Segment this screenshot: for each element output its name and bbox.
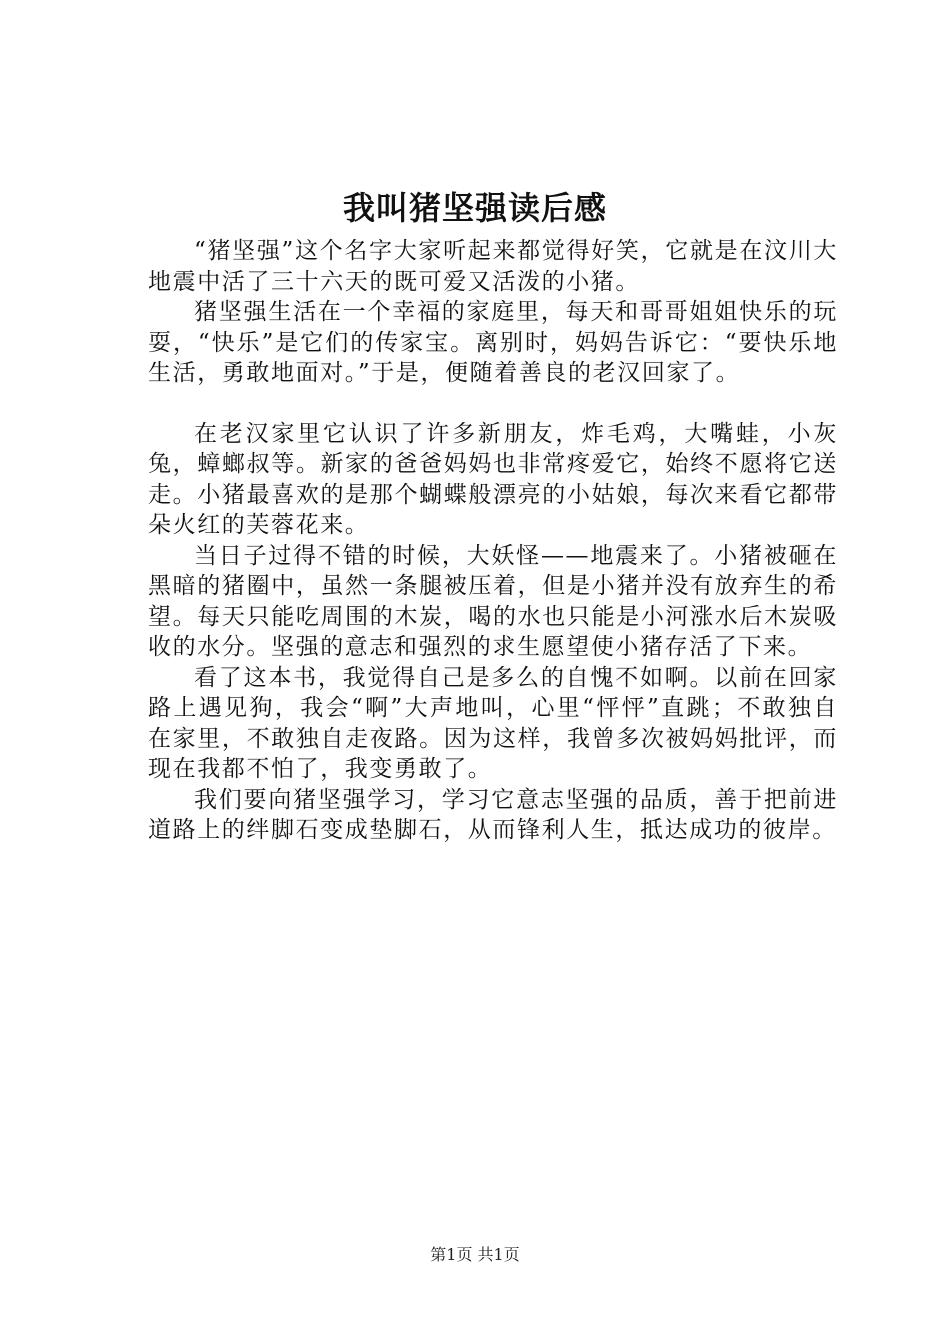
- page-number-footer: 第1页 共1页: [430, 1245, 520, 1264]
- document-body: [148, 236, 838, 846]
- paragraph-2: 猪坚强生活在一个幸福的家庭里，每天和哥哥姐姐快乐的玩耍，“快乐”是它们的传家宝。离别时，妈妈告诉它：“要快乐地生活，勇敢地面对。”于是，便随着善良的老汉回家了。: [148, 299, 838, 386]
- paragraph-4: 当日子过得不错的时候，大妖怪——地震来了。小猪被砸在黑暗的猪圈中，虽然一条腿被压着，但是小猪并没有放弃生的希望。每天只能吃周围的木炭，喝的水也只能是小河涨水后木炭吸收的水分。坚强的意志和强烈的求生愿望使小猪存活了下来。: [148, 542, 838, 660]
- paragraph-3: 在老汉家里它认识了许多新朋友，炸毛鸡，大嘴蛙，小灰兔，蟑螂叔等。新家的爸爸妈妈也非常疼爱它，始终不愿将它送走。小猪最喜欢的是那个蝴蝶般漂亮的小姑娘，每次来看它都带朵火红的芙蓉花来。: [148, 420, 838, 538]
- document-title: 我叫猪坚强读后感: [342, 189, 607, 227]
- paragraph-gap: [148, 389, 838, 419]
- paragraph-6: 我们要向猪坚强学习，学习它意志坚强的品质，善于把前进道路上的绊脚石变成垫脚石，从而锋利人生，抵达成功的彼岸。: [148, 786, 838, 843]
- paragraph-1: “猪坚强”这个名字大家听起来都觉得好笑，它就是在汶川大地震中活了三十六天的既可爱又活泼的小猪。: [148, 238, 838, 295]
- paragraph-5: 看了这本书，我觉得自己是多么的自愧不如啊。以前在回家路上遇见狗，我会“啊”大声地叫，心里“怦怦”直跳；不敢独自在家里，不敢独自走夜路。因为这样，我曾多次被妈妈批评，而现在我都不怕了，我变勇敢了。: [148, 664, 838, 782]
